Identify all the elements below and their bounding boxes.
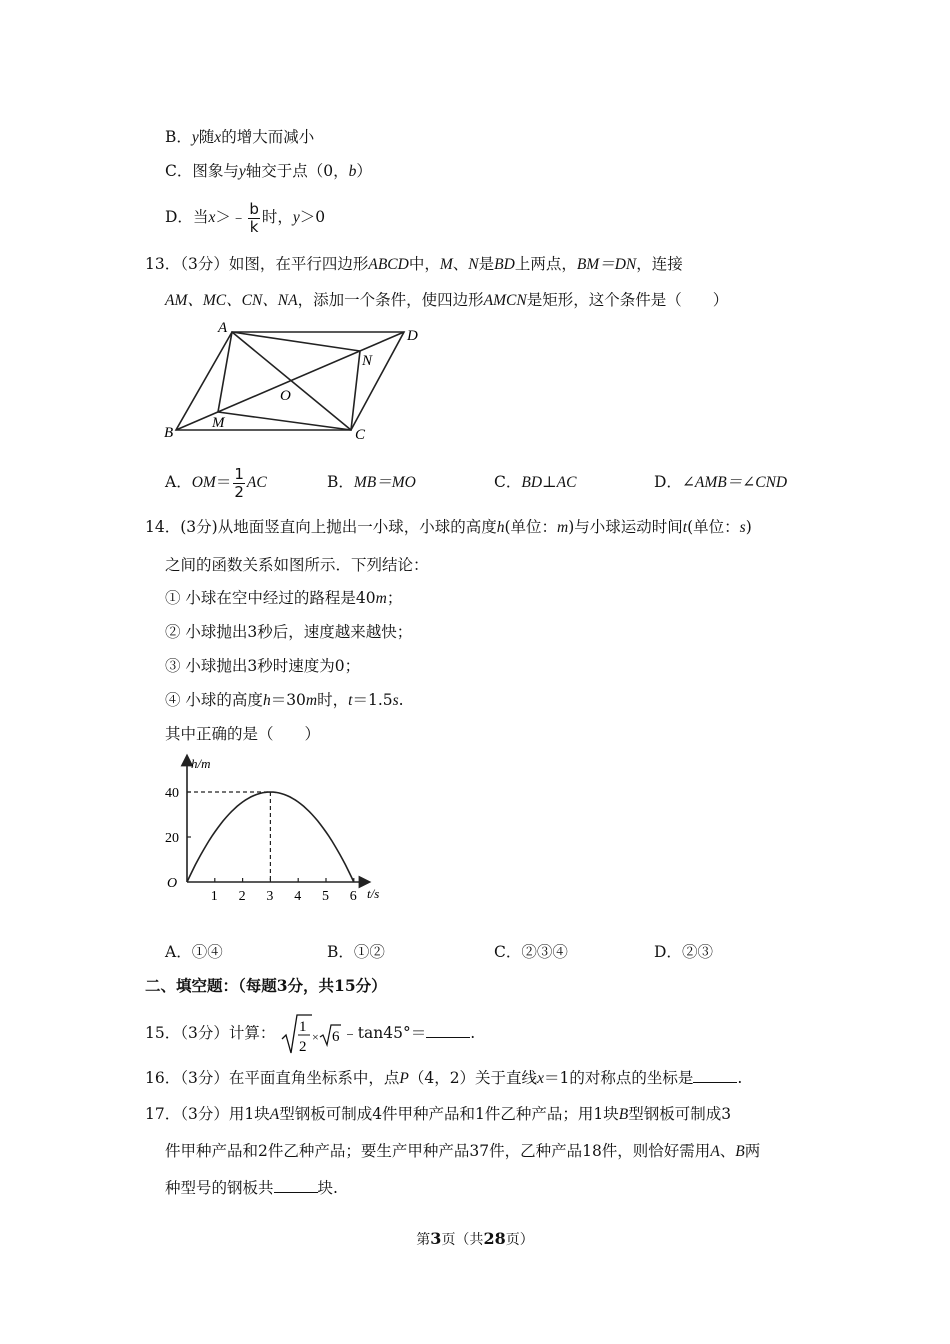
q14-option-c: C．②③④ (494, 943, 568, 961)
q15-times: × (312, 1030, 320, 1044)
x-tick-label-5: 5 (322, 889, 329, 904)
x-tick-label-6: 6 (349, 889, 357, 904)
q13-option-b: B．MB＝MO (327, 473, 416, 491)
q14-conclusion-4: ④ 小球的高度h＝30m时，t＝1.5s. (165, 691, 404, 709)
label-d: D (407, 328, 418, 344)
diagonal-bd (176, 332, 404, 430)
q16-answer-blank[interactable] (693, 1068, 737, 1083)
q13-option-a: A．OM＝ $\frac{1}{2}$ AC (165, 464, 267, 501)
x-tick-label-1: 1 (210, 889, 218, 904)
q17-answer-blank[interactable] (274, 1178, 318, 1193)
label-a: A (218, 320, 228, 336)
q17-line1: 17．（3分）用1块A型钢板可制成4件甲种产品和1件乙种产品；用1块B型钢板可制成3 (145, 1105, 732, 1123)
x-tick-label-3: 3 (266, 889, 274, 904)
q14-option-d: D．②③ (654, 943, 713, 961)
y-tick-label-20: 20 (165, 831, 179, 846)
label-o: O (280, 388, 291, 404)
q17-line3: 种型号的钢板共 块. (165, 1179, 338, 1197)
x-tick-label-2: 2 (238, 889, 246, 904)
chart-y-label: h/m (191, 756, 211, 771)
page-footer: 第3页（共28页） (416, 1229, 534, 1248)
q14-option-a: A．①④ (165, 943, 223, 961)
q14-stem-line2: 之间的函数关系如图所示．下列结论： (165, 556, 429, 574)
label-b: B (164, 425, 174, 441)
q12-option-c: C．图象与y轴交于点（0，b） (165, 162, 372, 180)
label-c: C (355, 427, 366, 443)
q15-fraction-den: 2 (299, 1039, 307, 1055)
y-tick-label-40: 40 (165, 786, 179, 801)
q15-radicand: 6 (332, 1029, 340, 1045)
q13-stem-line1: 13．（3分）如图，在平行四边形ABCD中，M、N是BD上两点，BM＝DN，连接 (145, 255, 683, 273)
fraction-one-half: $\frac{1}{2}$ (234, 464, 244, 501)
sqrt-fraction-expression (280, 1011, 342, 1057)
q14-option-b: B．①② (327, 943, 385, 961)
q13-option-c: C．BD⊥AC (494, 473, 577, 491)
label-n: N (362, 353, 373, 369)
q17-line2: 件甲种产品和2件乙种产品；要生产甲种产品37件，乙种产品18件，则恰好需用A、B两 (165, 1142, 761, 1160)
q14-conclusion-1: ① 小球在空中经过的路程是40m； (165, 589, 403, 607)
q13-parallelogram-figure (160, 318, 450, 443)
q15-fraction-num: 1 (299, 1019, 307, 1035)
q14-stem-line1: 14．(3分)从地面竖直向上抛出一小球，小球的高度h(单位：m)与小球运动时间t(单位：s) (145, 518, 752, 536)
chart-x-label: t/s (367, 886, 380, 901)
x-tick-label-4: 4 (294, 889, 302, 904)
q13-option-d: D．∠AMB＝∠CND (654, 473, 788, 491)
q14-conclusion-2: ② 小球抛出3秒后，速度越来越快； (165, 623, 413, 641)
q16-question: 16．（3分）在平面直角坐标系中，点P（4，2）关于直线x＝1的对称点的坐标是 . (145, 1069, 743, 1087)
chart-origin-label: O (167, 876, 178, 891)
q15-answer-blank[interactable] (426, 1023, 470, 1038)
fraction-b-over-k: $\frac{b}{k}$ (249, 199, 259, 236)
q14-height-time-chart (155, 752, 400, 912)
q14-conclusion-3: ③ 小球抛出3秒时速度为0； (165, 657, 361, 675)
q12-option-d: D．当x＞﹣ $\frac{b}{k}$ 时，y＞0 (165, 199, 326, 236)
q12-option-b: B．y随x的增大而减小 (165, 128, 315, 146)
q13-stem-line2: AM、MC、CN、NA，添加一个条件，使四边形AMCN是矩形，这个条件是（ ） (165, 291, 729, 309)
section-2-title: 二、填空题：（每题3分，共15分） (145, 976, 387, 995)
q14-prompt: 其中正确的是（ ） (165, 725, 321, 743)
q15-question: 15．（3分）计算： 1 2 × 6 ﹣tan45°＝ . (145, 1010, 475, 1057)
label-m: M (212, 415, 225, 431)
